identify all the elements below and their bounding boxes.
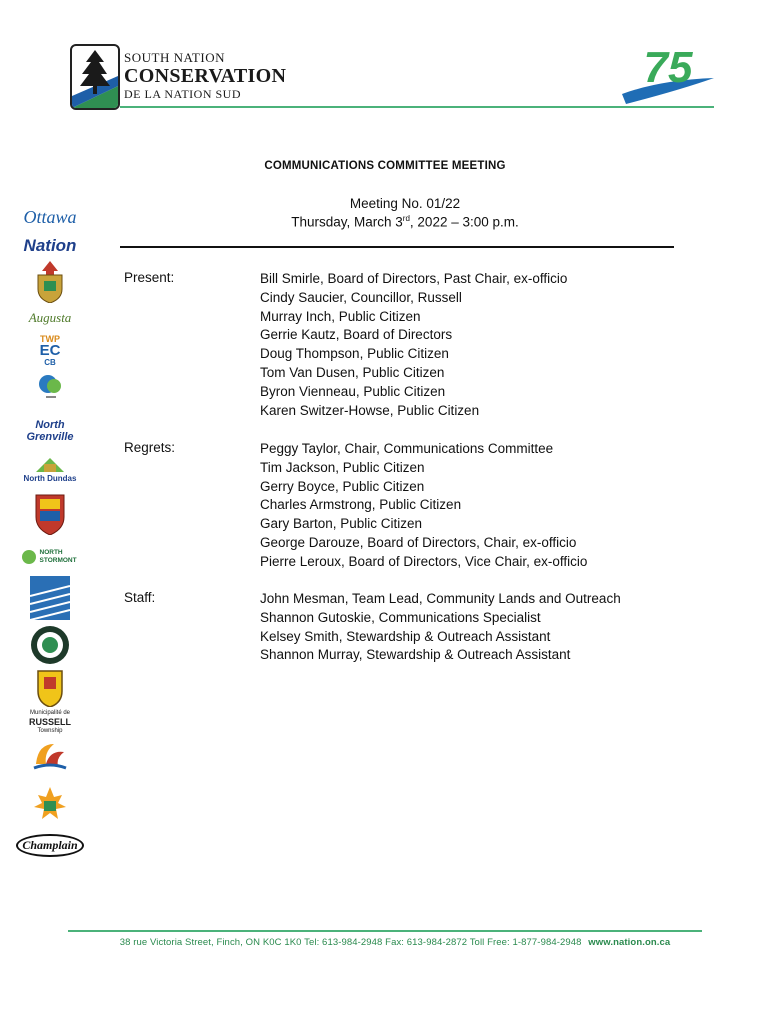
list-item: Gerry Boyce, Public Citizen [260,478,425,494]
nation-logo [14,234,86,258]
list-item: Kelsey Smith, Stewardship & Outreach Assistant [260,628,551,644]
footer-divider [68,930,702,932]
meeting-title: COMMUNICATIONS COMMITTEE MEETING [264,160,506,172]
maple-leaf-icon [30,785,70,825]
list-item: Karen Switzer-Howse, Public Citizen [260,402,480,418]
twp-ec-cb-logo [14,334,86,368]
seal-icon [30,625,70,665]
list-item: Gerrie Kautz, Board of Directors [260,327,453,343]
regrets-label: Regrets: [124,440,176,455]
anniversary-number: 75 [643,43,693,92]
list-item: Tim Jackson, Public Citizen [260,459,425,475]
org-name-line2: CONSERVATION [124,65,287,87]
twp-text: TWP [40,334,60,344]
anniversary-years: 1947-2022 [662,89,702,106]
maple-leaf-logo [14,784,86,826]
champlain-logo [14,830,86,860]
russell-shield-icon [36,669,64,707]
north-stormont-logo [14,542,86,572]
meeting-date-sup: rd [402,214,410,223]
list-item: Doug Thompson, Public Citizen [260,346,449,362]
list-item: Shannon Gutoskie, Communications Specialist [260,609,541,625]
champlain-text: Champlain [16,834,83,857]
list-item: Murray Inch, Public Citizen [260,308,421,324]
clarence-rockland-logo [14,736,86,780]
anniversary-logo [620,40,716,106]
russell-line3: Township [37,727,63,734]
meeting-date-prefix: Thursday, March 3 [291,214,403,230]
snc-logo [70,44,120,110]
edwardsburgh-logo [14,370,86,404]
north-dundas-text: North Dundas [23,473,77,483]
list-item: Charles Armstrong, Public Citizen [260,497,462,513]
sun-wave-icon [30,738,70,778]
russell-line2: RUSSELL [28,716,71,727]
list-item: John Mesman, Team Lead, Community Lands and Outreach [260,591,621,606]
russell-crest-logo [14,668,86,708]
fields-icon [30,576,70,620]
footer [0,937,770,948]
north-grenville-line2: Grenville [26,431,74,443]
header-divider [120,106,714,108]
list-item: Peggy Taylor, Chair, Communications Committee [260,441,554,456]
footer-address: 38 rue Victoria Street, Finch, ON K0C 1K0 Tel: 613-984-2948 Fax: 613-984-2872 Toll Free: 1-877-984-2948 [119,937,582,948]
regrets-list [260,440,587,572]
north-dundas-logo [14,450,86,486]
list-item: Tom Van Dusen, Public Citizen [260,364,445,380]
org-name-line3: DE LA NATION SUD [124,87,241,101]
title-divider [120,246,674,248]
cb-text: CB [44,358,56,367]
list-item: Gary Barton, Public Citizen [260,516,423,532]
russell-logo [14,708,86,736]
augusta-logo [14,306,86,330]
pine-tree-icon [72,46,118,108]
county-crest-logo [14,490,86,536]
meeting-date-suffix: , 2022 – 3:00 p.m. [409,214,519,230]
list-item: Bill Smirle, Board of Directors, Past Chair, ex-officio [260,271,568,286]
org-name-line1: SOUTH NATION [124,50,225,65]
ottawa-logo [14,204,86,230]
list-item: George Darouze, Board of Directors, Chair, ex-officio [260,534,577,550]
north-grenville-logo [14,416,86,446]
staff-label: Staff: [124,590,156,605]
round-seal-logo [14,624,86,666]
ottawa-logo-text: Ottawa [23,206,77,227]
augusta-logo-text: Augusta [28,310,72,325]
footer-website[interactable]: www.nation.on.ca [588,937,671,948]
crest-logo [14,260,86,304]
meeting-date [0,214,770,230]
meeting-number: Meeting No. 01/22 [349,196,461,211]
org-name [124,50,286,102]
leaf-icon [21,549,37,565]
crest-icon [34,491,66,535]
present-list [260,270,567,420]
north-grenville-line1: North [35,419,65,431]
russell-line1: Municipalité de [29,709,71,716]
list-item: Shannon Murray, Stewardship & Outreach Assistant [260,647,571,663]
barn-icon [30,454,70,474]
list-item: Pierre Leroux, Board of Directors, Vice Chair, ex-officio [260,553,588,569]
shield-icon [36,261,64,303]
list-item: Byron Vienneau, Public Citizen [260,383,446,399]
present-label: Present: [124,270,175,285]
leaf-mark-icon [36,372,64,402]
ec-text: EC [39,342,61,359]
south-dundas-logo [14,574,86,622]
north-stormont-text: NORTH STORMONT [39,549,77,564]
list-item: Cindy Saucier, Councillor, Russell [260,289,462,305]
staff-list [260,590,621,665]
nation-logo-text: Nation [23,236,77,255]
